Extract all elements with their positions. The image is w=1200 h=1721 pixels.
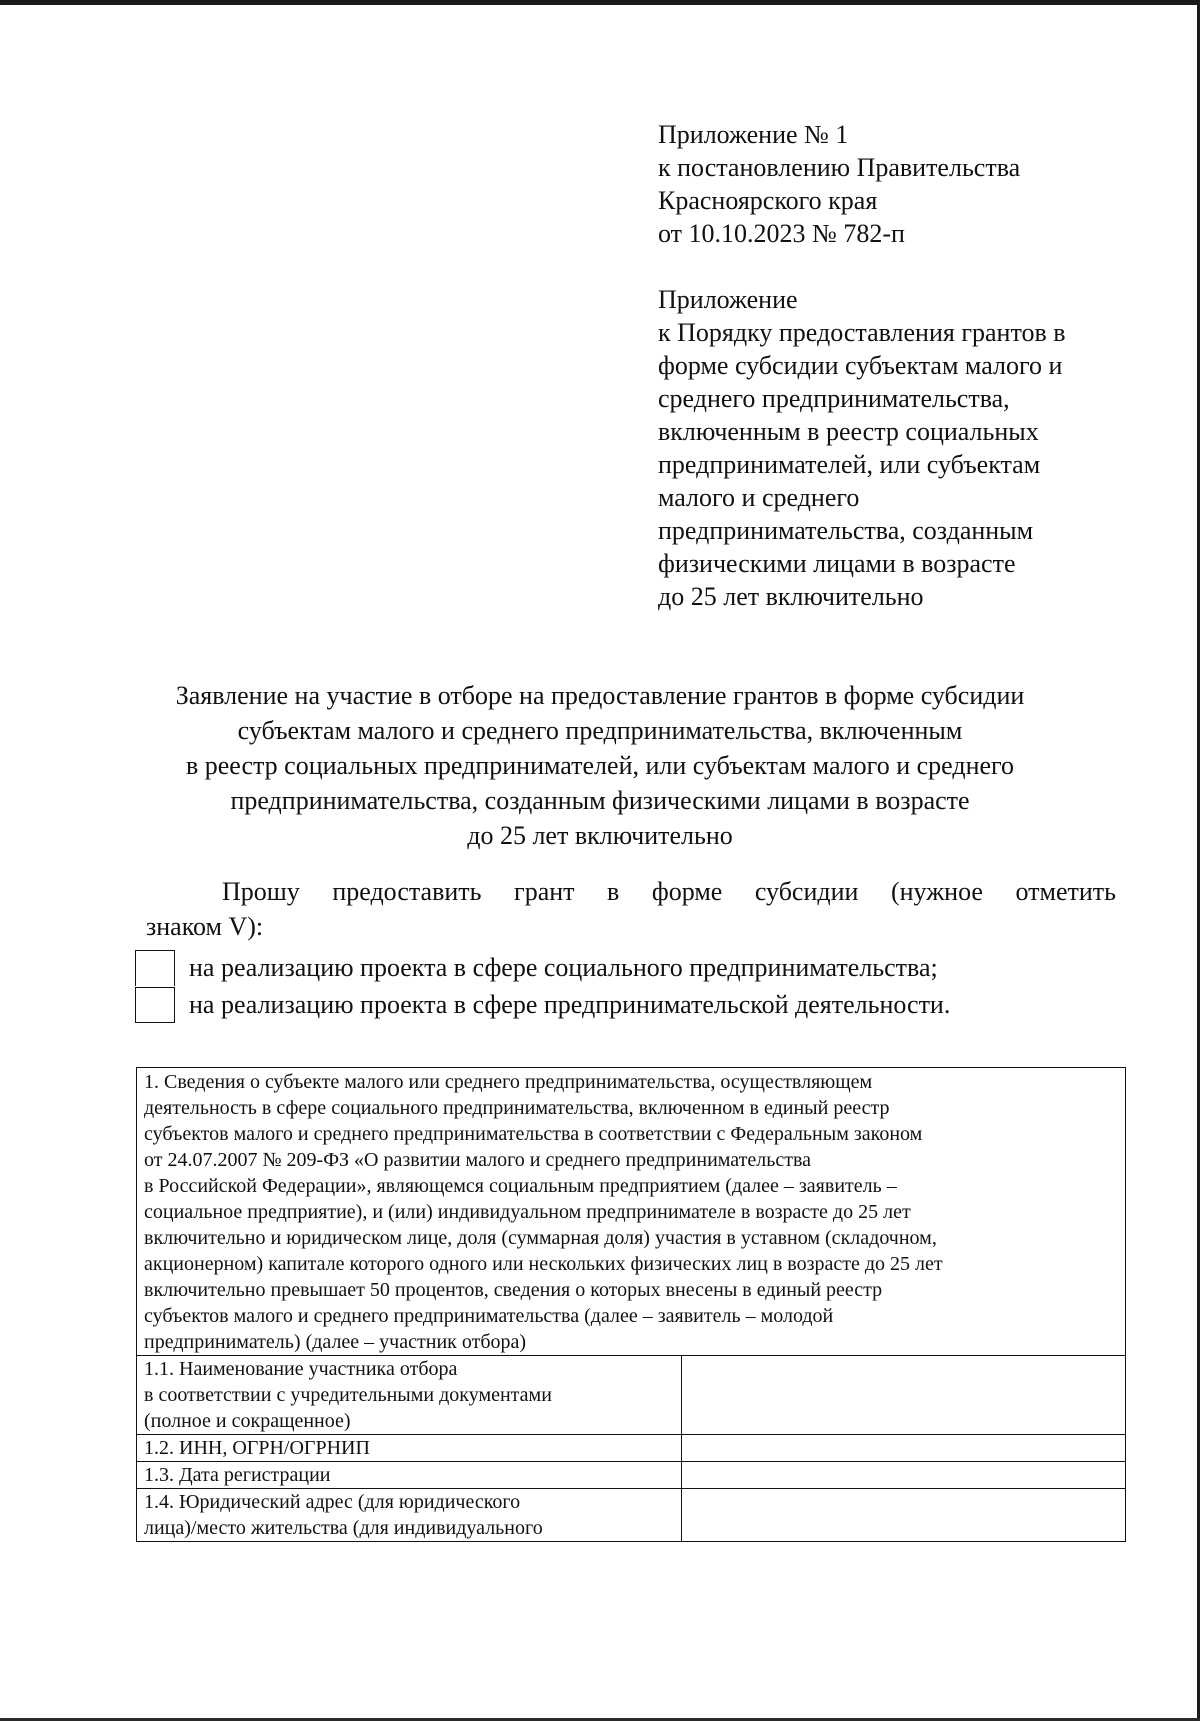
table-row (137, 1356, 1126, 1435)
sub-appendix-line: предпринимательства, созданным (658, 516, 1034, 545)
spacer (658, 250, 1128, 283)
section-line: от 24.07.2007 № 209-ФЗ «О развитии малого и среднего предпринимательства (144, 1149, 812, 1171)
section-line: акционерном) капитале которого одного или нескольких физических лиц в возрасте до 25 лет (144, 1253, 943, 1275)
field-label-address (137, 1489, 682, 1542)
appendix-line: Красноярского края (658, 186, 878, 215)
appendix-line: к постановлению Правительства (658, 153, 1021, 182)
section-line: субъектов малого и среднего предпринимательства (далее – заявитель – молодой (144, 1305, 834, 1327)
sub-appendix-line: физическими лицами в возрасте (658, 549, 1016, 578)
appendix-header (658, 118, 1128, 613)
section-line: субъектов малого и среднего предпринимательства в соответствии с Федеральным законом (144, 1123, 923, 1145)
title-line: субъектам малого и среднего предпринимательства, включенным (237, 716, 963, 745)
section-line: включительно и юридическом лице, доля (суммарная доля) участия в уставном (складочном, (144, 1227, 937, 1249)
document-title (100, 678, 1100, 853)
title-line: в реестр социальных предпринимателей, или субъектам малого и среднего (185, 751, 1015, 780)
scan-edge-top (0, 0, 1200, 5)
sub-appendix-line: до 25 лет включительно (658, 582, 924, 611)
request-rest: знаком V): (146, 912, 264, 941)
table-row (137, 1462, 1126, 1489)
sub-appendix-line: форме субсидии субъектам малого и (658, 351, 1063, 380)
title-line: до 25 лет включительно (467, 821, 733, 850)
section-line: предприниматель) (далее – участник отбора) (144, 1331, 527, 1353)
title-line: предпринимательства, созданным физическими лицами в возрасте (230, 786, 970, 815)
option-label: на реализацию проекта в сфере социального предпринимательства; (189, 953, 938, 982)
label-line: 1.4. Юридический адрес (для юридического (144, 1491, 521, 1513)
sub-appendix-line: предпринимателей, или субъектам (658, 450, 1041, 479)
field-label-name (137, 1356, 682, 1435)
label-line: 1.2. ИНН, ОГРН/ОГРНИП (144, 1437, 370, 1459)
option-label: на реализацию проекта в сфере предпринимательской деятельности. (189, 990, 951, 1019)
request-first-line: Прошу предоставить грант в форме субсидии (нужное отметить (222, 877, 1116, 906)
social-project-checkbox[interactable] (135, 950, 175, 986)
sub-appendix-line: к Порядку предоставления грантов в (658, 318, 1066, 347)
section-line: 1. Сведения о субъекте малого или среднего предпринимательства, осуществляющем (144, 1071, 873, 1093)
option-business-project (135, 987, 950, 1023)
section-line: включительно превышает 50 процентов, сведения о которых внесены в единый реестр (144, 1279, 883, 1301)
appendix-line: от 10.10.2023 № 782-п (658, 219, 905, 248)
label-line: 1.1. Наименование участника отбора (144, 1358, 458, 1380)
field-label-registration-date (137, 1462, 682, 1489)
label-line: в соответствии с учредительными документами (144, 1384, 552, 1406)
inn-value-field[interactable] (682, 1435, 1126, 1462)
section-line: деятельность в сфере социального предпринимательства, включенном в единый реестр (144, 1097, 890, 1119)
sub-appendix-line: среднего предпринимательства, (658, 384, 1010, 413)
request-paragraph (146, 874, 1116, 944)
address-value-field[interactable] (682, 1489, 1126, 1542)
sub-appendix-line: малого и среднего (658, 483, 860, 512)
label-line: лица)/место жительства (для индивидуального (144, 1517, 543, 1539)
table-row (137, 1489, 1126, 1542)
sub-appendix-line: включенным в реестр социальных (658, 417, 1039, 446)
title-line: Заявление на участие в отборе на предоставление грантов в форме субсидии (175, 681, 1025, 710)
table-row (137, 1435, 1126, 1462)
field-label-inn (137, 1435, 682, 1462)
label-line: (полное и сокращенное) (144, 1410, 351, 1432)
business-project-checkbox[interactable] (135, 987, 175, 1023)
table-section-row (137, 1068, 1126, 1356)
section-header-cell (137, 1068, 1126, 1356)
registration-date-value-field[interactable] (682, 1462, 1126, 1489)
section-line: в Российской Федерации», являющемся социальным предприятием (далее – заявитель – (144, 1175, 897, 1197)
sub-appendix-line: Приложение (658, 285, 798, 314)
name-value-field[interactable] (682, 1356, 1126, 1435)
applicant-info-table (136, 1067, 1126, 1542)
section-line: социальное предприятие), и (или) индивидуальном предпринимателе в возрасте до 25 лет (144, 1201, 911, 1223)
option-social-project (135, 950, 938, 986)
label-line: 1.3. Дата регистрации (144, 1464, 331, 1486)
appendix-line: Приложение № 1 (658, 120, 849, 149)
